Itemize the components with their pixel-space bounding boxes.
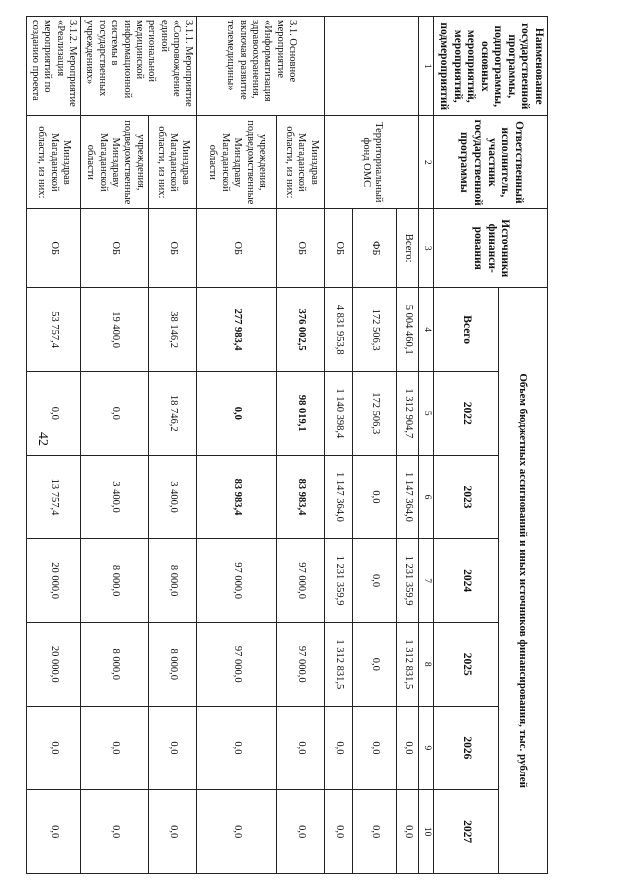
rotated-page [30,16,548,874]
cell-value: 0,0 [197,790,277,874]
cell-value: 0,0 [353,539,397,623]
header-col-name: Наименование государственной программы, подпрограммы, основных мероприятий, мероприятий, подмероприятий [434,17,548,116]
cell-value: 97 000,0 [277,539,325,623]
cell-total: 172 506,3 [353,288,397,372]
row-source: ОБ [149,209,197,288]
cell-value: 0,0 [325,790,353,874]
cell-value: 83 983,4 [197,455,277,539]
cell-value: 8 000,0 [149,539,197,623]
table-row [81,17,149,874]
table-row [397,17,419,874]
cell-value: 1 231 359,9 [397,539,419,623]
header-col-total: Всего [434,288,498,372]
cell-total: 19 400,0 [81,288,149,372]
row-source: ФБ [353,209,397,288]
header-year: 2023 [434,455,498,539]
row-executor: Минздрав Магаданской области, из них: [26,116,81,209]
row-name: 3.1. Основное мероприятие «Информатизация здравоохранения, включая развитие телемедицины» [197,17,325,116]
cell-value: 1 147 364,0 [397,455,419,539]
cell-total: 53 757,4 [26,288,81,372]
cell-value: 1 312 831,5 [325,622,353,706]
cell-value: 0,0 [197,371,277,455]
row-name: 3.1.2. Мероприятие «Реализация мероприятий по созданию проекта [26,17,81,116]
cell-value: 97 000,0 [277,622,325,706]
column-number: 6 [419,455,434,539]
column-number: 8 [419,622,434,706]
row-name: 3.1.1. Мероприятие «Сопровождение единой региональной медицинской информационной системы в государственных учреждениях» [81,17,197,116]
table-row [149,17,197,874]
header-col-source: Источники финанси-рования [434,209,548,288]
cell-value: 0,0 [81,371,149,455]
row-source: ОБ [277,209,325,288]
column-number: 4 [419,288,434,372]
row-executor: Территориальный фонд ОМС [325,116,419,209]
cell-value: 8 000,0 [81,622,149,706]
cell-value: 0,0 [353,455,397,539]
cell-total: 5 004 460,1 [397,288,419,372]
cell-value: 1 140 398,4 [325,371,353,455]
cell-value: 3 400,0 [81,455,149,539]
row-executor: Минздрав Магаданской области, из них: [277,116,325,209]
cell-value: 0,0 [277,706,325,790]
cell-value: 0,0 [397,790,419,874]
page-number: 42 [35,432,50,446]
column-number: 10 [419,790,434,874]
cell-value: 0,0 [149,706,197,790]
cell-value: 1 147 364,0 [325,455,353,539]
column-number-row [419,17,434,874]
table-row [197,17,277,874]
row-source: ОБ [197,209,277,288]
column-number: 9 [419,706,434,790]
cell-value: 20 000,0 [26,622,81,706]
column-number: 1 [419,17,434,116]
header-funding-caption: Объем бюджетных ассигнований и иных источников финансирования, тыс. рублей [498,288,547,874]
column-number: 2 [419,116,434,209]
cell-value: 0,0 [325,706,353,790]
cell-value: 0,0 [353,706,397,790]
row-executor: учреждения, подведомственные Минздраву Магаданской области [197,116,277,209]
header-year: 2026 [434,706,498,790]
row-name [325,17,419,116]
row-executor: учреждения, подведомственные Минздраву Магаданской области [81,116,149,209]
funding-table [26,16,548,874]
cell-value: 0,0 [353,790,397,874]
cell-value: 0,0 [149,790,197,874]
row-source: Всего: [397,209,419,288]
cell-value: 13 757,4 [26,455,81,539]
cell-value: 0,0 [26,790,81,874]
header-year: 2024 [434,539,498,623]
column-number: 3 [419,209,434,288]
cell-value: 1 231 359,9 [325,539,353,623]
cell-value: 97 000,0 [197,622,277,706]
header-year: 2022 [434,371,498,455]
row-source: ОБ [26,209,81,288]
column-number: 5 [419,371,434,455]
table-row [26,17,81,874]
cell-value: 0,0 [26,371,81,455]
cell-value: 3 400,0 [149,455,197,539]
cell-value: 172 506,3 [353,371,397,455]
cell-value: 0,0 [197,706,277,790]
cell-value: 0,0 [26,706,81,790]
cell-total: 38 146,2 [149,288,197,372]
cell-value: 18 746,2 [149,371,197,455]
cell-value: 8 000,0 [81,539,149,623]
row-executor: Минздрав Магаданской области, из них: [149,116,197,209]
column-number: 7 [419,539,434,623]
cell-value: 8 000,0 [149,622,197,706]
cell-value: 1 312 831,5 [397,622,419,706]
cell-value: 83 983,4 [277,455,325,539]
cell-total: 4 831 953,8 [325,288,353,372]
header-year: 2025 [434,622,498,706]
cell-total: 376 002,5 [277,288,325,372]
row-source: ОБ [325,209,353,288]
cell-value: 0,0 [397,706,419,790]
cell-value: 0,0 [81,790,149,874]
cell-value: 97 000,0 [197,539,277,623]
cell-value: 0,0 [353,622,397,706]
cell-value: 0,0 [81,706,149,790]
cell-value: 0,0 [277,790,325,874]
cell-value: 1 312 904,7 [397,371,419,455]
row-source: ОБ [81,209,149,288]
cell-value: 20 000,0 [26,539,81,623]
cell-value: 98 019,1 [277,371,325,455]
table-row [277,17,325,874]
header-row-1 [498,17,547,874]
header-year: 2027 [434,790,498,874]
cell-total: 277 983,4 [197,288,277,372]
header-col-executor: Ответственный исполнитель, участник государственной программы [434,116,548,209]
